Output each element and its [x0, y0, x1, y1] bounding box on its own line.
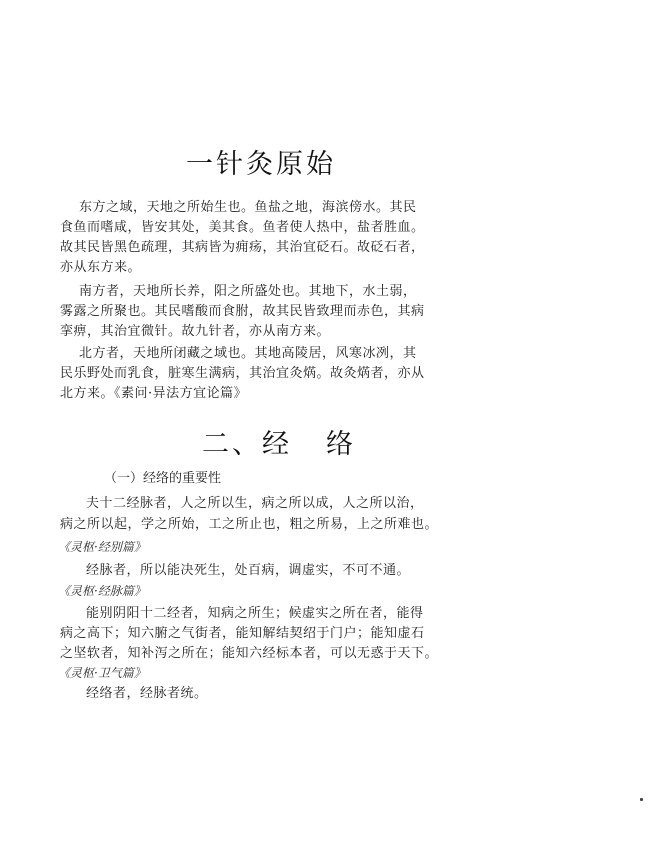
citation-3: 《灵枢·卫气篇》: [58, 666, 146, 680]
section-2-subtitle: （一）经络的重要性: [104, 471, 222, 486]
section-1-para-3-line-1: 北方者，天地所闭藏之域也。其地高陵居，风寒冰冽，其: [79, 346, 417, 361]
section-2-para-4-line-1: 经络者，经脉者统。: [86, 686, 208, 701]
section-1-para-3-line-3: 北方来。《素问·异法方宜论篇》: [60, 386, 248, 401]
section-2-title-part-2: 络: [326, 429, 356, 460]
section-1-para-2-line-1: 南方者，天地所长养，阳之所盛处也。其地下，水土弱，: [79, 284, 417, 299]
section-2-para-2-line-1: 经脉者，所以能决死生，处百病，调虚实，不可不通。: [86, 563, 411, 578]
section-2-title: [202, 422, 356, 461]
section-1-para-2-line-2: 雾露之所聚也。其民嗜酸而食胕，故其民皆致理而赤色，其病: [60, 304, 425, 319]
citation-1: 《灵枢·经别篇》: [58, 540, 146, 554]
section-1-para-1-line-1: 东方之域，天地之所始生也。鱼盐之地，海滨傍水。其民: [79, 200, 417, 215]
section-2-para-1-line-2: 病之所以起，学之所始，工之所止也，粗之所易，上之所难也。: [60, 517, 439, 532]
section-1-para-3-line-2: 民乐野处而乳食，脏寒生满病，其治宜灸焫。故灸焫者，亦从: [60, 366, 425, 381]
scan-speck: [640, 798, 643, 801]
section-2-para-3-line-1: 能别阴阳十二经者，知病之所生；候虚实之所在者，能得: [86, 606, 424, 621]
section-1-para-1-line-2: 食鱼而嗜咸，皆安其处，美其食。鱼者使人热中，盐者胜血。: [60, 220, 425, 235]
section-1-para-2-line-3: 挛痹，其治宜微针。故九针者，亦从南方来。: [60, 324, 331, 339]
citation-2: 《灵枢·经脉篇》: [58, 584, 146, 598]
section-1-para-1-line-3: 故其民皆黑色疏理，其病皆为痈疡，其治宜砭石。故砭石者，: [60, 240, 425, 255]
section-2-para-3-line-2: 病之高下；知六腑之气街者，能知解结契绍于门户；能知虚石: [60, 626, 425, 641]
section-2-para-1-line-1: 夫十二经脉者，人之所以生，病之所以成，人之所以治，: [86, 496, 424, 511]
section-2-para-3-line-3: 之坚软者，知补泻之所在；能知六经标本者，可以无惑于天下。: [60, 646, 439, 661]
section-1-para-1-line-4: 亦从东方来。: [60, 260, 142, 275]
section-1-title: 一针灸原始: [186, 149, 336, 180]
section-2-title-part-1: 二、经: [202, 429, 292, 460]
